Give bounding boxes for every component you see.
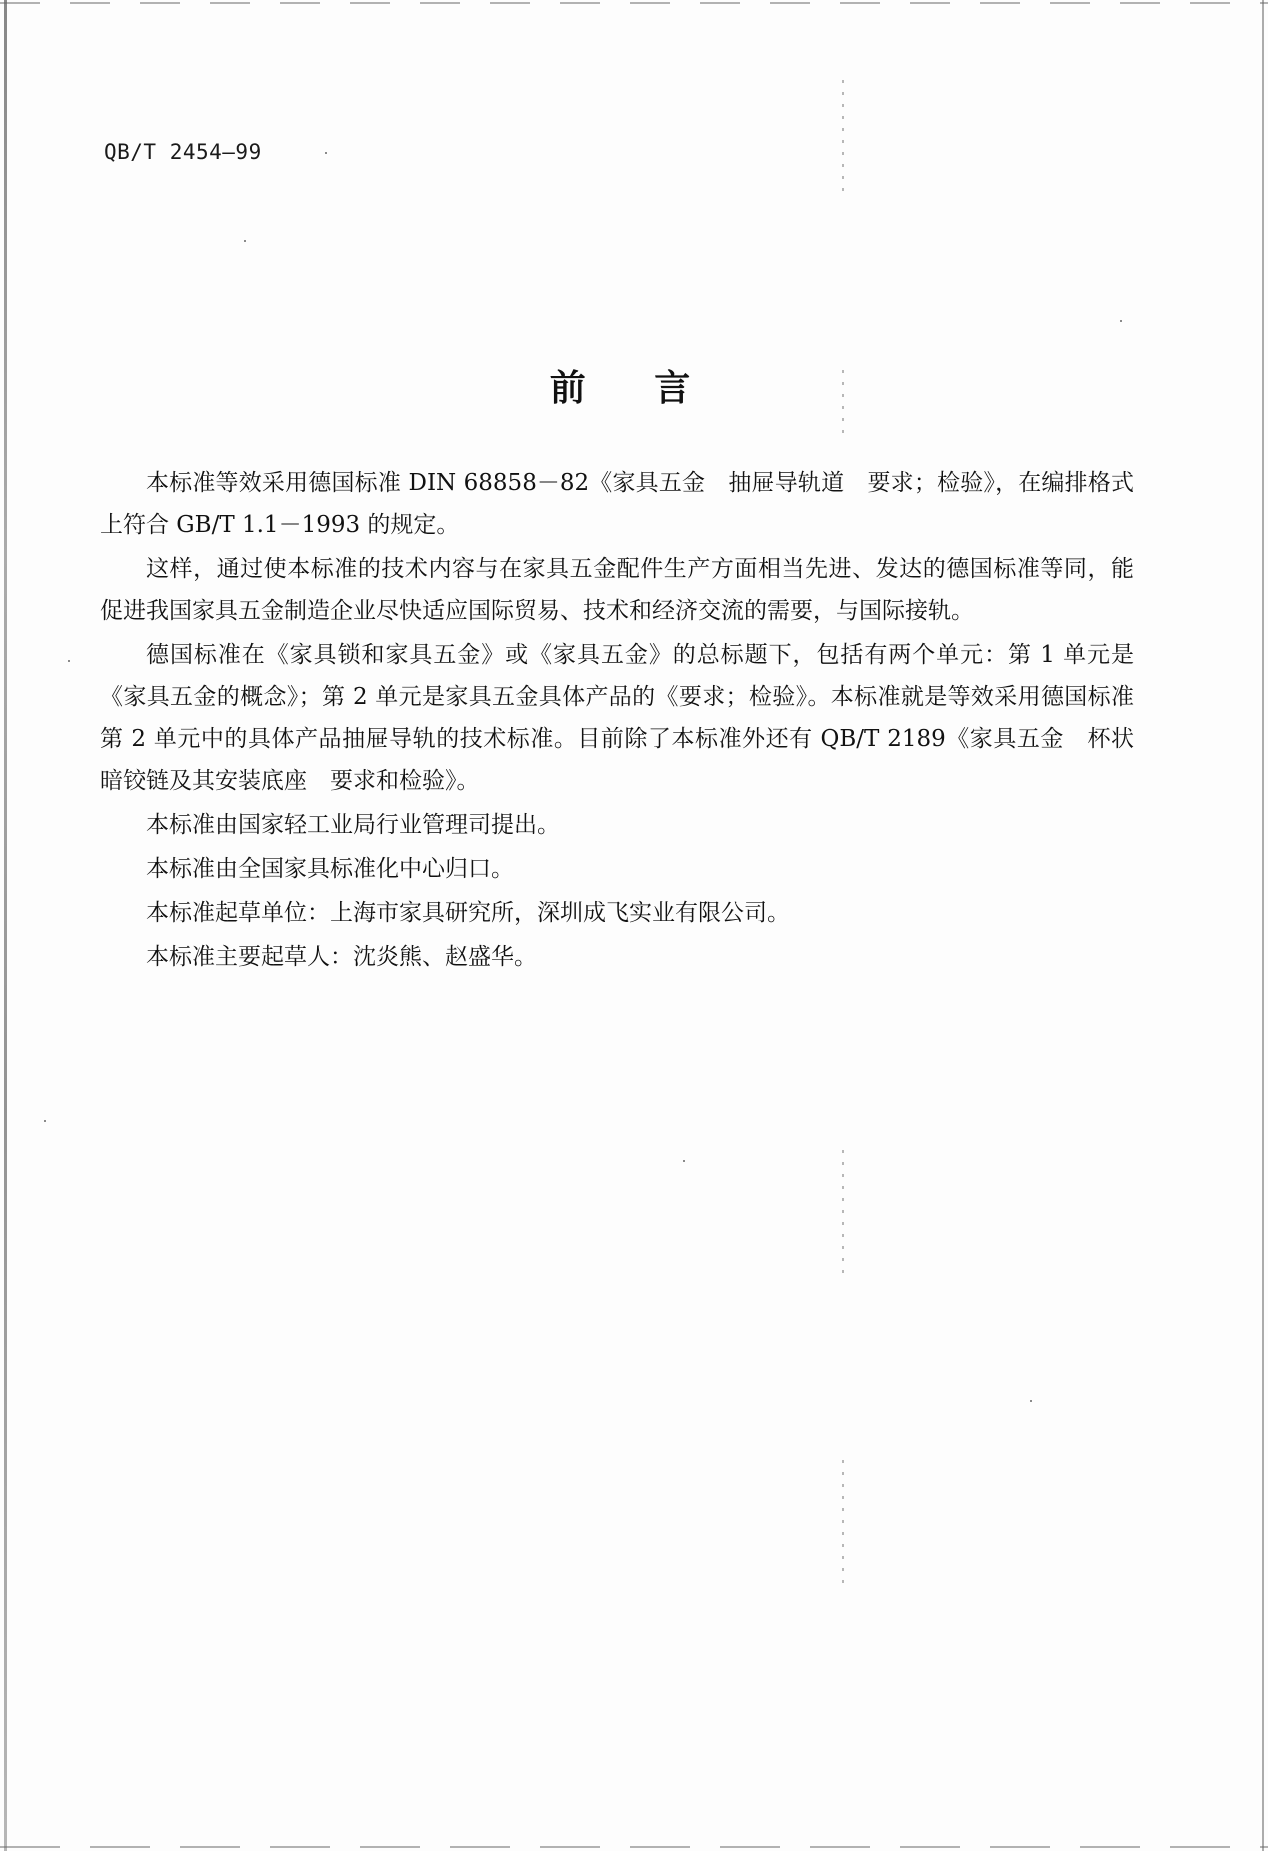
scan-noise bbox=[842, 1460, 844, 1590]
scan-edge-bottom bbox=[0, 1846, 1268, 1848]
scan-speck bbox=[244, 240, 246, 242]
paragraph-german-standard: 德国标准在《家具锁和家具五金》或《家具五金》的总标题下，包括有两个单元：第 1 单元是《家具五金的概念》；第 2 单元是家具五金具体产品的《要求；检验》。本标准就是等效采用德国标准第 2 单元中的具体产品抽屉导轨的技术标准。目前除了本标准外还有 QB/T 2189《家具五金 杯状暗铰链及其安装底座 要求和检验》。 bbox=[100, 642, 1134, 794]
paragraph-drafters: 本标准主要起草人：沈炎熊、赵盛华。 bbox=[146, 944, 537, 970]
paragraph-proposed-by: 本标准由国家轻工业局行业管理司提出。 bbox=[146, 812, 560, 838]
paragraph-managed-by: 本标准由全国家具标准化中心归口。 bbox=[146, 856, 514, 882]
scan-speck bbox=[44, 1120, 46, 1122]
scan-speck bbox=[325, 152, 327, 154]
scan-noise bbox=[842, 80, 844, 200]
scan-edge-top bbox=[0, 2, 1268, 4]
scan-speck bbox=[68, 660, 70, 662]
scan-edge-left bbox=[4, 0, 7, 1851]
paragraph-purpose: 这样，通过使本标准的技术内容与在家具五金配件生产方面相当先进、发达的德国标准等同，能促进我国家具五金制造企业尽快适应国际贸易、技术和经济交流的需要，与国际接轨。 bbox=[100, 556, 1134, 624]
foreword-body bbox=[100, 462, 1134, 980]
page-title: 前 言 bbox=[549, 368, 719, 409]
scan-speck bbox=[683, 1160, 685, 1162]
scan-speck bbox=[1030, 1400, 1032, 1402]
scan-speck bbox=[1120, 320, 1122, 322]
paragraph-adoption: 本标准等效采用德国标准 DIN 68858－82《家具五金 抽屉导轨道 要求；检验》，在编排格式上符合 GB/T 1.1－1993 的规定。 bbox=[100, 470, 1134, 538]
scan-noise bbox=[842, 1150, 844, 1280]
scan-edge-right bbox=[1262, 0, 1264, 1851]
paragraph-drafting-units: 本标准起草单位：上海市家具研究所，深圳成飞实业有限公司。 bbox=[146, 900, 790, 926]
document-number: QB/T 2454—99 bbox=[104, 140, 262, 164]
